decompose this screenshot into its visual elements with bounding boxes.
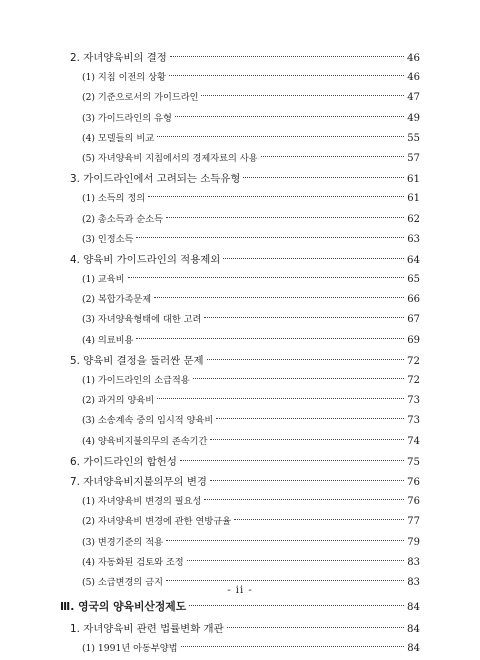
- dot-leader: [181, 646, 405, 647]
- toc-entry-title: (3) 변경기준의 적용: [82, 536, 163, 548]
- toc-subsection-entry: [60, 553, 420, 573]
- toc-entry-page: 55: [407, 132, 420, 144]
- dot-leader: [166, 580, 404, 581]
- toc-entry-page: 73: [407, 395, 420, 407]
- toc-entry-page: 84: [407, 643, 420, 655]
- toc-entry-page: 79: [407, 536, 420, 548]
- toc-entry-page: 61: [407, 174, 420, 186]
- dot-leader: [169, 75, 404, 76]
- dot-leader: [207, 359, 404, 360]
- toc-entry-title: (4) 모델들의 비교: [82, 132, 155, 144]
- dot-leader: [204, 317, 404, 318]
- toc-entry-title: (2) 과거의 양육비: [82, 395, 155, 407]
- toc-entry-title: (5) 자녀양육비 지침에서의 경제자료의 사용: [82, 152, 258, 164]
- toc-entry-page: 63: [407, 233, 420, 245]
- toc-subsection-entry: [60, 129, 420, 149]
- dot-leader: [216, 418, 404, 419]
- toc-entry-title: 1. 자녀양육비 관련 법률변화 개관: [70, 623, 224, 636]
- toc-entry-page: 47: [407, 92, 420, 104]
- dot-leader: [170, 56, 404, 57]
- toc-entry-title: (1) 지침 이전의 상황: [82, 72, 166, 84]
- toc-subsection-entry: [60, 270, 420, 290]
- toc-subsection-entry: [60, 411, 420, 431]
- dot-leader: [223, 258, 404, 259]
- toc-section-entry: [60, 351, 420, 371]
- dot-leader: [193, 378, 404, 379]
- page-number: - ii -: [227, 585, 253, 596]
- toc-entry-page: 69: [407, 334, 420, 346]
- toc-entry-title: (1) 교육비: [82, 274, 125, 286]
- dot-leader: [210, 480, 404, 481]
- toc-subsection-entry: [60, 331, 420, 351]
- toc-entry-page: 76: [407, 476, 420, 488]
- toc-entry-page: 61: [407, 193, 420, 205]
- toc-subsection-entry: [60, 310, 420, 330]
- toc-section-entry: [60, 250, 420, 270]
- toc-subsection-entry: [60, 230, 420, 250]
- table-of-contents: [60, 48, 420, 660]
- dot-leader: [210, 439, 404, 440]
- toc-entry-title: (1) 가이드라인의 소급적용: [82, 375, 190, 386]
- toc-entry-page: 83: [407, 556, 420, 568]
- dot-leader: [166, 217, 404, 218]
- dot-leader: [243, 177, 404, 178]
- toc-entry-title: (1) 소득의 정의: [82, 193, 146, 205]
- toc-entry-page: 62: [407, 213, 420, 225]
- toc-section-entry: [60, 169, 420, 189]
- toc-entry-title: 4. 양육비 가이드라인의 적용제외: [70, 253, 221, 266]
- toc-entry-title: 7. 자녀양육비지불의무의 변경: [70, 475, 207, 488]
- toc-entry-page: 84: [407, 624, 420, 636]
- toc-subsection-entry: [60, 210, 420, 230]
- toc-subsection-entry: [60, 512, 420, 532]
- dot-leader: [148, 196, 404, 197]
- dot-leader: [136, 338, 404, 339]
- dot-leader: [201, 95, 404, 96]
- toc-subsection-entry: [60, 109, 420, 129]
- toc-entry-page: 77: [407, 516, 420, 528]
- toc-subsection-entry: [60, 533, 420, 553]
- dot-leader: [187, 560, 404, 561]
- toc-entry-title: 2. 자녀양육비의 결정: [70, 52, 167, 64]
- toc-subsection-entry: [60, 189, 420, 209]
- toc-subsection-entry: [60, 68, 420, 88]
- toc-entry-title: (4) 양육비지불의무의 존속기간: [82, 435, 208, 447]
- toc-subsection-entry: [60, 149, 420, 169]
- toc-section-entry: [60, 48, 420, 68]
- toc-entry-page: 67: [407, 314, 420, 326]
- dot-leader: [157, 398, 404, 399]
- toc-entry-page: 83: [407, 576, 420, 588]
- toc-entry-title: 5. 양육비 결정을 둘러싼 문제: [70, 354, 204, 367]
- toc-entry-title: (4) 자동화된 검토와 조정: [82, 556, 184, 568]
- toc-entry-title: (3) 가이드라인의 유형: [82, 112, 172, 124]
- toc-entry-page: 46: [407, 53, 420, 64]
- toc-section-entry: [60, 619, 420, 639]
- toc-subsection-entry: [60, 432, 420, 452]
- toc-entry-title: (4) 의료비용: [82, 334, 134, 346]
- toc-entry-page: 57: [407, 152, 420, 164]
- toc-entry-title: 6. 가이드라인의 합헌성: [70, 455, 177, 468]
- toc-entry-page: 65: [407, 274, 420, 286]
- toc-chapter-entry: [60, 597, 420, 617]
- toc-entry-title: (2) 총소득과 순소득: [82, 213, 163, 225]
- dot-leader: [128, 277, 404, 278]
- toc-entry-title: (2) 복합가족문제: [82, 294, 152, 306]
- toc-subsection-entry: [60, 88, 420, 108]
- toc-subsection-entry: [60, 391, 420, 411]
- toc-subsection-entry: [60, 371, 420, 391]
- dot-leader: [234, 519, 404, 520]
- toc-entry-page: 74: [407, 435, 420, 447]
- dot-leader: [154, 297, 404, 298]
- toc-section-entry: [60, 472, 420, 492]
- dot-leader: [189, 605, 404, 606]
- dot-leader: [157, 136, 404, 137]
- toc-section-entry: [60, 452, 420, 472]
- toc-entry-page: 72: [407, 375, 420, 386]
- toc-entry-title: (1) 자녀양육비 변경의 필요성: [82, 496, 202, 508]
- toc-entry-title: 3. 가이드라인에서 고려되는 소득유형: [70, 173, 241, 186]
- toc-entry-title: (3) 소송계속 중의 임시적 양육비: [82, 415, 214, 427]
- toc-entry-page: 64: [407, 254, 420, 266]
- toc-entry-title: (1) 1991년 아동부양법: [82, 643, 178, 655]
- toc-entry-title: (3) 자녀양육형태에 대한 고려: [82, 314, 202, 326]
- dot-leader: [175, 116, 404, 117]
- toc-entry-title: (5) 소급변경의 금지: [82, 576, 163, 588]
- toc-entry-title: (2) 기준으로서의 가이드라인: [82, 92, 199, 104]
- toc-entry-title: (2) 자녀양육비 변경에 관한 연방규율: [82, 516, 231, 528]
- toc-entry-page: 49: [407, 112, 420, 124]
- toc-entry-page: 73: [407, 415, 420, 427]
- toc-entry-page: 76: [407, 496, 420, 508]
- dot-leader: [204, 499, 404, 500]
- toc-entry-page: 75: [407, 456, 420, 468]
- dot-leader: [261, 156, 404, 157]
- toc-entry-title: Ⅲ. 영국의 양육비산정제도: [60, 600, 187, 614]
- dot-leader: [166, 540, 404, 541]
- toc-entry-page: 72: [407, 355, 420, 367]
- toc-subsection-entry: [60, 290, 420, 310]
- dot-leader: [180, 460, 404, 461]
- toc-subsection-entry: [60, 492, 420, 512]
- dot-leader: [227, 627, 404, 628]
- toc-entry-page: 66: [407, 294, 420, 306]
- toc-entry-page: 84: [407, 602, 420, 614]
- toc-entry-page: 46: [407, 72, 420, 84]
- dot-leader: [136, 237, 404, 238]
- toc-entry-title: (3) 인정소득: [82, 233, 134, 245]
